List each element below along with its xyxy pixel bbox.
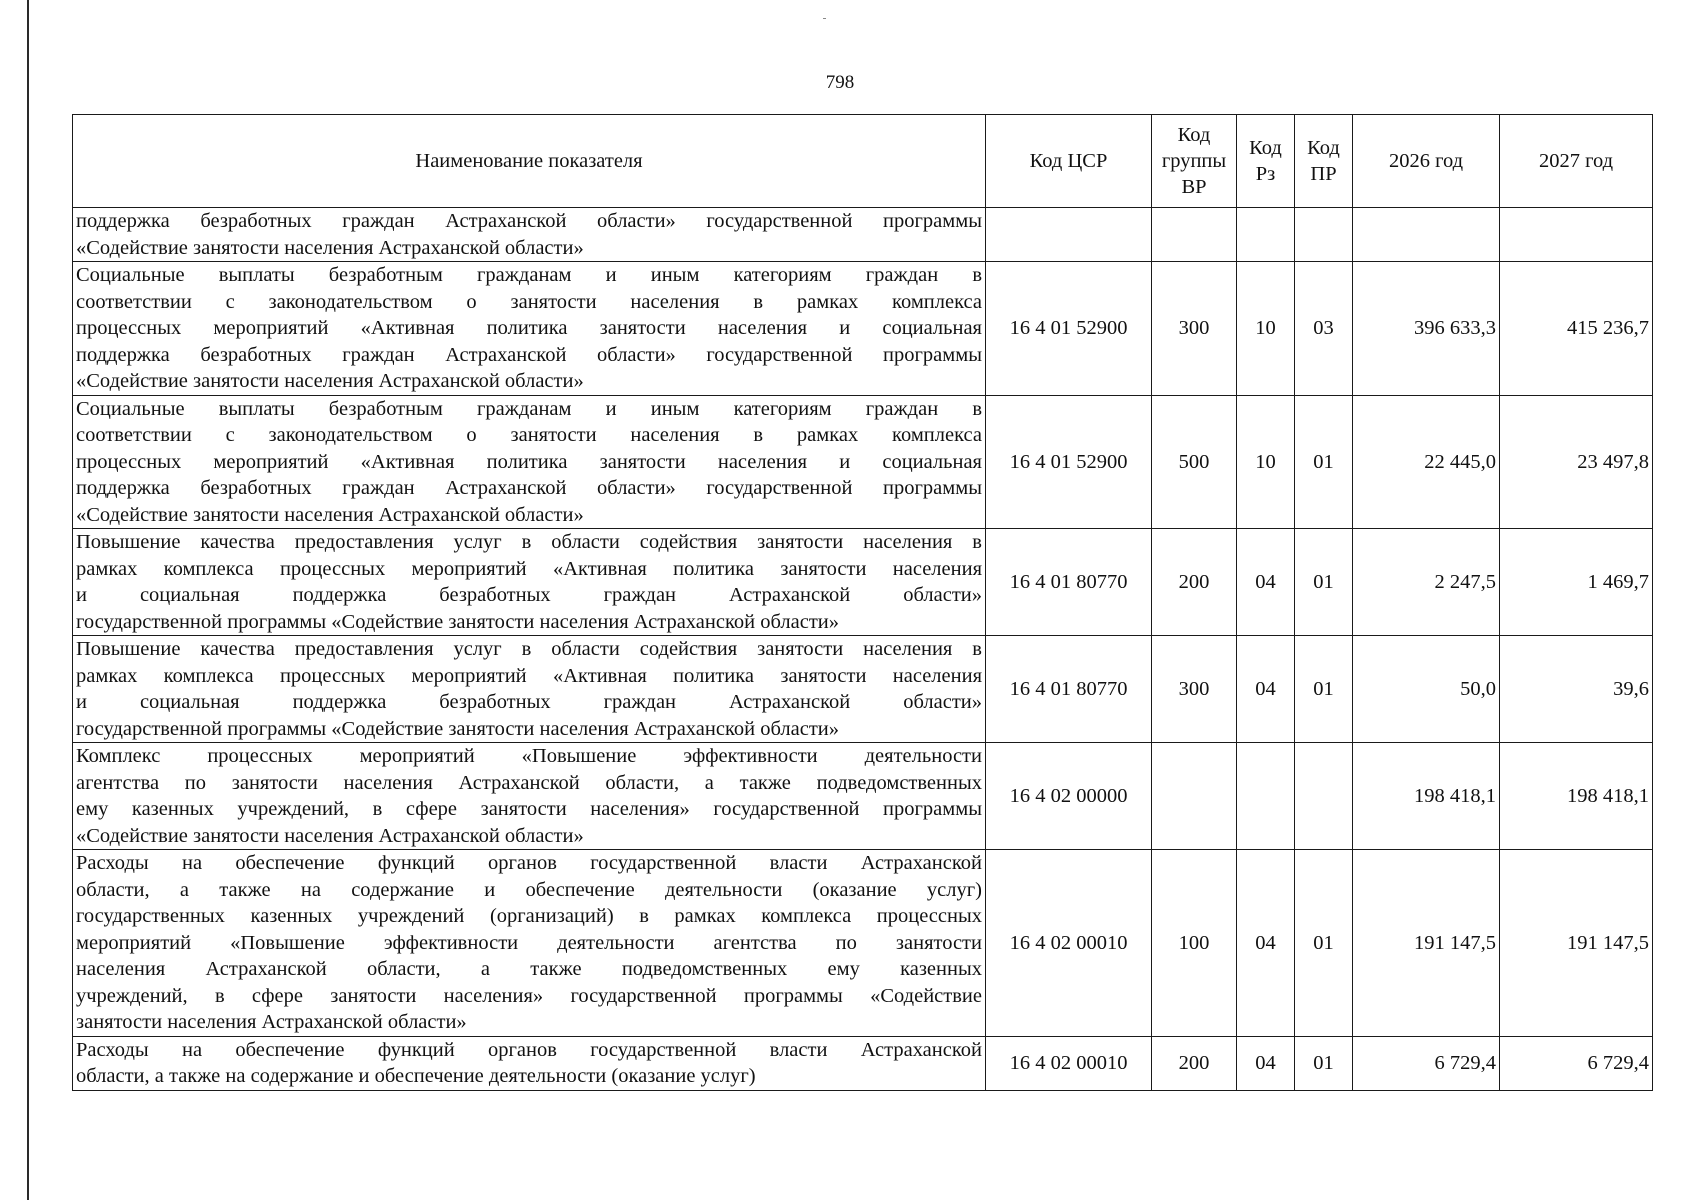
indicator-name-line: Социальные выплаты безработным гражданам и иным категориям граждан в <box>76 397 982 420</box>
header-vr: Код группы ВР <box>1152 115 1237 208</box>
amount-2026-cell: 396 633,3 <box>1353 262 1500 396</box>
amount-2027-cell: 415 236,7 <box>1500 262 1653 396</box>
rz-code-cell: 10 <box>1237 395 1295 529</box>
csr-code-cell: 16 4 01 80770 <box>986 636 1152 743</box>
amount-2026-cell: 191 147,5 <box>1353 850 1500 1037</box>
vr-code-cell <box>1152 208 1237 262</box>
rz-code-cell: 04 <box>1237 636 1295 743</box>
indicator-name-line: области, а также на содержание и обеспечение деятельности (оказание услуг) <box>76 878 982 901</box>
indicator-name-line: «Содействие занятости населения Астраханской области» <box>76 370 584 392</box>
header-row <box>73 115 1653 208</box>
pr-code-cell: 01 <box>1295 1036 1353 1090</box>
csr-code-cell: 16 4 02 00010 <box>986 1036 1152 1090</box>
indicator-name-line: соответствии с законодательством о занятости населения в рамках комплекса <box>76 290 982 313</box>
indicator-name-line: «Содействие занятости населения Астраханской области» <box>76 236 584 259</box>
indicator-name-line: агентства по занятости населения Астраханской области, а также подведомственных <box>76 771 982 794</box>
table-row <box>73 850 1653 1037</box>
indicator-name-cell <box>73 395 986 529</box>
amount-2027-cell: 198 418,1 <box>1500 743 1653 850</box>
indicator-name-line: процессных мероприятий «Активная политика занятости населения и социальная <box>76 450 982 473</box>
csr-code-cell: 16 4 01 80770 <box>986 529 1152 636</box>
indicator-name-line: соответствии с законодательством о занятости населения в рамках комплекса <box>76 424 982 446</box>
csr-code-cell: 16 4 01 52900 <box>986 262 1152 396</box>
amount-2026-cell: 22 445,0 <box>1353 395 1500 529</box>
indicator-name-line: процессных мероприятий «Активная политика занятости населения и социальная <box>76 317 982 339</box>
rz-code-cell: 10 <box>1237 262 1295 396</box>
indicator-name-line: области, а также на содержание и обеспечение деятельности (оказание услуг) <box>76 1065 756 1087</box>
amount-2027-cell: 23 497,8 <box>1500 395 1653 529</box>
table-row <box>73 262 1653 396</box>
rz-code-cell <box>1237 208 1295 262</box>
amount-2027-cell: 6 729,4 <box>1500 1036 1653 1090</box>
table-row <box>73 743 1653 850</box>
indicator-name-line: «Содействие занятости населения Астраханской области» <box>76 503 584 526</box>
indicator-name-line: Расходы на обеспечение функций органов государственной власти Астраханской <box>76 1038 982 1061</box>
header-pr: Код ПР <box>1295 115 1353 208</box>
amount-2026-cell: 50,0 <box>1353 636 1500 743</box>
page-number: 798 <box>825 72 855 93</box>
indicator-name-line: мероприятий «Повышение эффективности деятельности агентства по занятости <box>76 931 982 954</box>
indicator-name-line: Расходы на обеспечение функций органов государственной власти Астраханской <box>76 852 982 874</box>
table-row <box>73 636 1653 743</box>
vr-code-cell: 200 <box>1152 1036 1237 1090</box>
indicator-name-cell <box>73 1036 986 1090</box>
vr-code-cell: 300 <box>1152 262 1237 396</box>
indicator-name-line: Повышение качества предоставления услуг в области содействия занятости населения в <box>76 638 982 660</box>
amount-2027-cell: 39,6 <box>1500 636 1653 743</box>
amount-2026-cell: 198 418,1 <box>1353 743 1500 850</box>
amount-2026-cell: 2 247,5 <box>1353 529 1500 636</box>
pr-code-cell <box>1295 208 1353 262</box>
pr-code-cell: 01 <box>1295 529 1353 636</box>
scan-speck <box>823 18 826 19</box>
pr-code-cell: 01 <box>1295 850 1353 1037</box>
header-name: Наименование показателя <box>73 115 986 208</box>
table-row <box>73 1036 1653 1090</box>
indicator-name-line: поддержка безработных граждан Астраханской области» государственной программы <box>76 210 982 232</box>
indicator-name-cell <box>73 743 986 850</box>
pr-code-cell: 01 <box>1295 636 1353 743</box>
budget-table <box>72 114 1653 1091</box>
csr-code-cell: 16 4 02 00010 <box>986 850 1152 1037</box>
indicator-name-cell <box>73 850 986 1037</box>
csr-code-cell <box>986 208 1152 262</box>
amount-2027-cell: 1 469,7 <box>1500 529 1653 636</box>
indicator-name-line: рамках комплекса процессных мероприятий «Активная политика занятости населения <box>76 664 982 687</box>
indicator-name-line: государственных казенных учреждений (организаций) в рамках комплекса процессных <box>76 905 982 927</box>
amount-2027-cell <box>1500 208 1653 262</box>
pr-code-cell <box>1295 743 1353 850</box>
vr-code-cell: 200 <box>1152 529 1237 636</box>
header-csr: Код ЦСР <box>986 115 1152 208</box>
indicator-name-line: учреждений, в сфере занятости населения» государственной программы «Содействие <box>76 984 982 1007</box>
pr-code-cell: 01 <box>1295 395 1353 529</box>
amount-2026-cell: 6 729,4 <box>1353 1036 1500 1090</box>
indicator-name-cell <box>73 262 986 396</box>
table-row <box>73 529 1653 636</box>
rz-code-cell: 04 <box>1237 1036 1295 1090</box>
vr-code-cell: 100 <box>1152 850 1237 1037</box>
indicator-name-line: «Содействие занятости населения Астраханской области» <box>76 824 584 847</box>
rz-code-cell: 04 <box>1237 850 1295 1037</box>
header-rz: Код Рз <box>1237 115 1295 208</box>
indicator-name-line: поддержка безработных граждан Астраханской области» государственной программы <box>76 343 982 366</box>
indicator-name-cell <box>73 636 986 743</box>
indicator-name-line: Комплекс процессных мероприятий «Повышение эффективности деятельности <box>76 745 982 767</box>
table-row <box>73 208 1653 262</box>
indicator-name-line: ему казенных учреждений, в сфере занятости населения» государственной программы <box>76 798 982 820</box>
indicator-name-line: занятости населения Астраханской области» <box>76 1011 467 1033</box>
indicator-name-line: и социальная поддержка безработных граждан Астраханской области» <box>76 691 982 713</box>
indicator-name-cell <box>73 529 986 636</box>
csr-code-cell: 16 4 01 52900 <box>986 395 1152 529</box>
vr-code-cell: 300 <box>1152 636 1237 743</box>
binding-edge-line <box>27 0 29 1200</box>
indicator-name-cell <box>73 208 986 262</box>
indicator-name-line: государственной программы «Содействие занятости населения Астраханской области» <box>76 717 839 740</box>
csr-code-cell: 16 4 02 00000 <box>986 743 1152 850</box>
amount-2026-cell <box>1353 208 1500 262</box>
rz-code-cell: 04 <box>1237 529 1295 636</box>
pr-code-cell: 03 <box>1295 262 1353 396</box>
header-2027: 2027 год <box>1500 115 1653 208</box>
rz-code-cell <box>1237 743 1295 850</box>
header-2026: 2026 год <box>1353 115 1500 208</box>
indicator-name-line: населения Астраханской области, а также подведомственных ему казенных <box>76 958 982 980</box>
amount-2027-cell: 191 147,5 <box>1500 850 1653 1037</box>
table-row <box>73 395 1653 529</box>
indicator-name-line: и социальная поддержка безработных граждан Астраханской области» <box>76 584 982 606</box>
indicator-name-line: рамках комплекса процессных мероприятий «Активная политика занятости населения <box>76 557 982 580</box>
indicator-name-line: государственной программы «Содействие занятости населения Астраханской области» <box>76 610 839 633</box>
indicator-name-line: Повышение качества предоставления услуг в области содействия занятости населения в <box>76 531 982 553</box>
indicator-name-line: Социальные выплаты безработным гражданам и иным категориям граждан в <box>76 264 982 286</box>
indicator-name-line: поддержка безработных граждан Астраханской области» государственной программы <box>76 477 982 499</box>
vr-code-cell: 500 <box>1152 395 1237 529</box>
vr-code-cell <box>1152 743 1237 850</box>
